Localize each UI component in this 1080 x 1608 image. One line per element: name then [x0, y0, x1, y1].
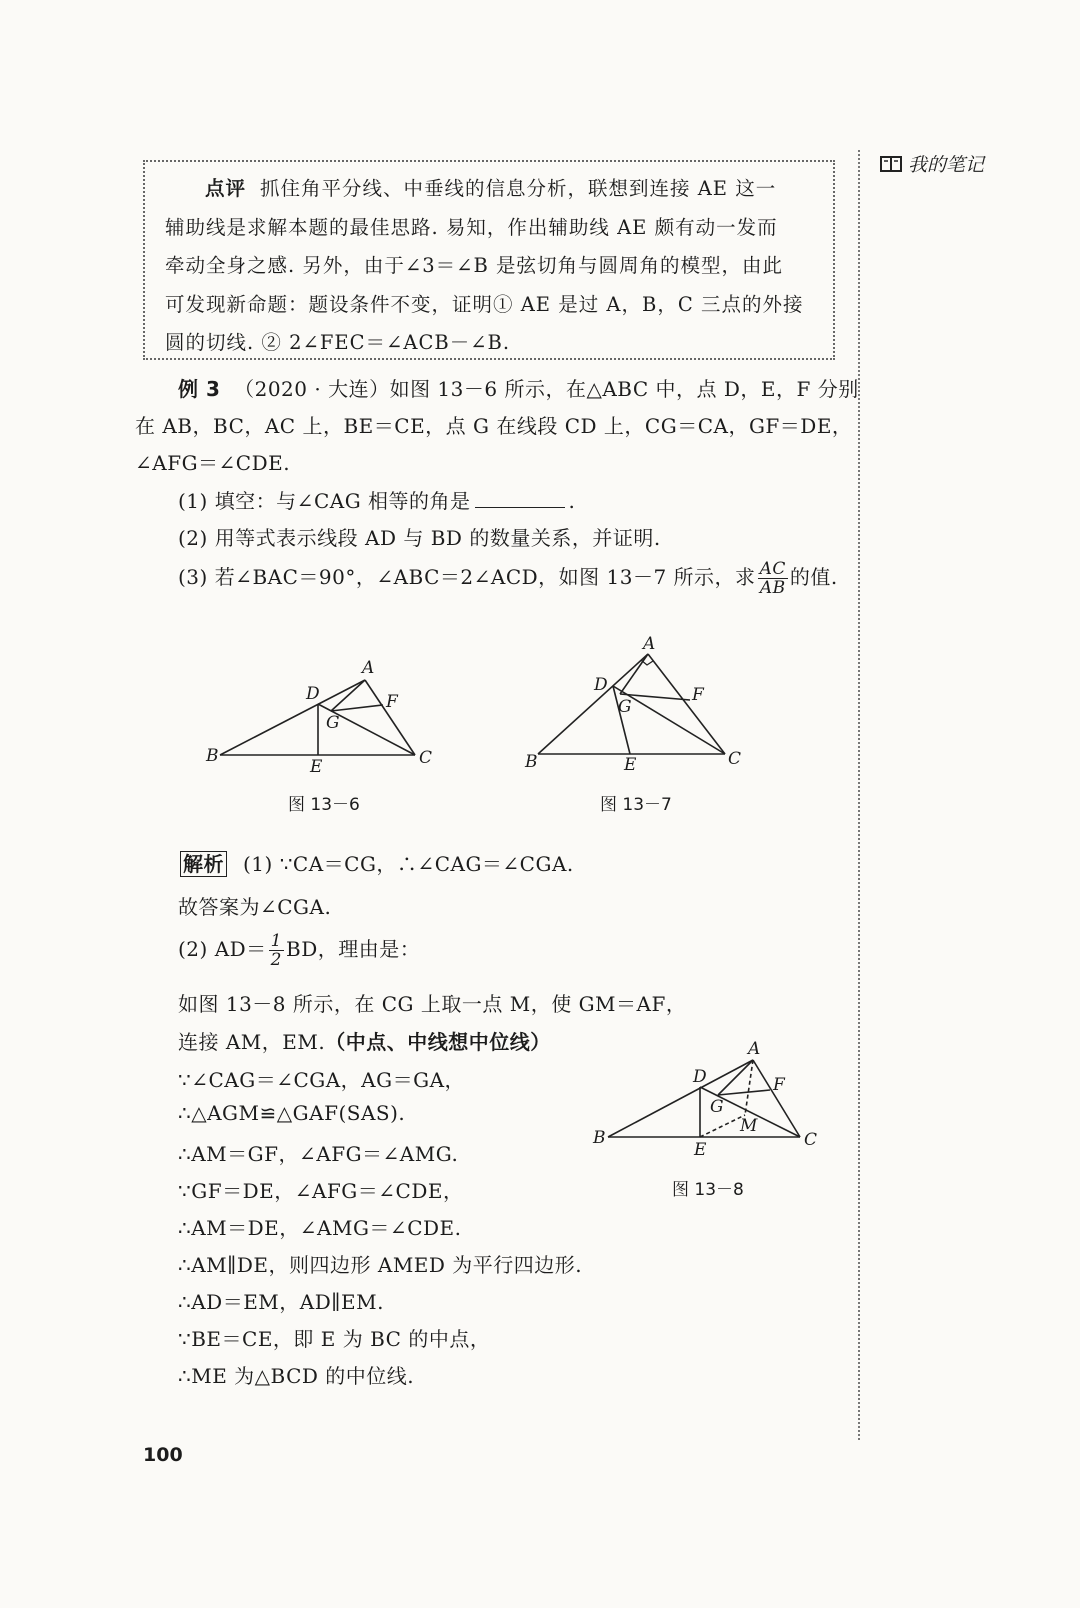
fig3-label-f: F [773, 1075, 785, 1095]
review-box [143, 160, 835, 360]
notes-header-label: 我的笔记 [908, 154, 985, 176]
solution-line-3-prefix: (2) AD＝ [178, 937, 267, 961]
fig1-label-f: F [386, 692, 398, 712]
fig2-label-e: E [624, 755, 637, 775]
fig3-label-a: A [748, 1040, 761, 1059]
fig3-label-m: M [740, 1116, 758, 1136]
fig1-label-e: E [310, 757, 323, 777]
fig3-caption: 图 13－8 [672, 1180, 744, 1200]
solution-line-1-text: (1) ∵CA＝CG，∴∠CAG＝∠CGA. [243, 852, 574, 876]
fig3-seg-em [700, 1115, 745, 1137]
fig3-label-g: G [710, 1097, 724, 1117]
fraction-one-half [269, 932, 284, 969]
solution-label: 解析 [180, 851, 227, 877]
example-line-1 [178, 373, 859, 402]
solution-line-6: ∵∠CAG＝∠CGA，AG＝GA， [178, 1068, 466, 1092]
fig3-edge-ba [608, 1060, 753, 1137]
page-number: 100 [143, 1444, 183, 1466]
solution-line-3 [178, 932, 420, 969]
fig3-seg-ag [718, 1060, 753, 1095]
book-icon [880, 156, 902, 172]
question-1-text: (1) 填空：与∠CAG 相等的角是 [178, 489, 471, 513]
example-label: 例 3 [178, 377, 221, 401]
fig3-label-c: C [804, 1130, 818, 1150]
example-line-1-text: （2020 · 大连）如图 13－6 所示，在△ABC 中，点 D，E，F 分别 [234, 377, 859, 401]
fig3-seg-am [745, 1060, 753, 1115]
fig3-seg-gf [718, 1090, 770, 1095]
fig2-label-b: B [525, 752, 538, 772]
review-line-2: 辅助线是求解本题的最佳思路. 易知，作出辅助线 AE 颇有动一发而 [165, 215, 778, 239]
notes-header [880, 150, 984, 177]
fig3-label-b: B [593, 1128, 606, 1148]
fig2-edge-ac [648, 654, 725, 754]
notes-divider [858, 150, 860, 1440]
fig2-label-a: A [643, 634, 656, 654]
figure-13-8 [590, 1040, 830, 1165]
fraction-numerator: AC [759, 559, 786, 579]
solution-hint: （中点、中线想中位线） [325, 1030, 551, 1054]
example-line-3: ∠AFG＝∠CDE. [135, 451, 291, 475]
question-3 [178, 560, 838, 597]
fig2-label-c: C [728, 749, 742, 769]
solution-line-5-text: 连接 AM，EM. [178, 1030, 326, 1054]
figure-13-6 [200, 655, 440, 780]
fig1-label-g: G [326, 713, 340, 733]
review-line-4: 可发现新命题：题设条件不变，证明① AE 是过 A，B，C 三点的外接 [165, 292, 804, 316]
question-1 [178, 485, 575, 514]
solution-line-2: 故答案为∠CGA. [178, 895, 332, 919]
solution-line-11: ∴AM∥DE，则四边形 AMED 为平行四边形. [178, 1253, 583, 1277]
fig1-label-a: A [362, 658, 375, 678]
solution-line-5 [178, 1026, 551, 1055]
review-line-5: 圆的切线. ② 2∠FEC＝∠ACB－∠B. [165, 331, 511, 354]
answer-blank [475, 489, 565, 508]
review-line-3: 牵动全身之感. 另外，由于∠3＝∠B 是弦切角与圆周角的模型，由此 [165, 254, 784, 277]
solution-line-7: ∴△AGM≌△GAF(SAS). [178, 1101, 406, 1125]
solution-line-12: ∴AD＝EM，AD∥EM. [178, 1290, 384, 1314]
review-line-1: 抓住角平分线、中垂线的信息分析，联想到连接 AE 这一 [260, 177, 777, 200]
fraction-ac-ab [758, 560, 788, 597]
fig3-label-d: D [693, 1067, 707, 1087]
review-label: 点评 [205, 177, 247, 200]
solution-line-10: ∴AM＝DE，∠AMG＝∠CDE. [178, 1216, 462, 1240]
question-3-prefix: (3) 若∠BAC＝90°，∠ABC＝2∠ACD，如图 13－7 所示，求 [178, 565, 756, 589]
example-line-2: 在 AB，BC，AC 上，BE＝CE，点 G 在线段 CD 上，CG＝CA，GF＝DE， [135, 414, 853, 438]
half-denominator: 2 [270, 950, 282, 970]
fig1-caption: 图 13－6 [288, 795, 360, 815]
fig1-label-c: C [419, 748, 433, 768]
fig1-label-d: D [306, 684, 320, 704]
question-2: (2) 用等式表示线段 AD 与 BD 的数量关系，并证明. [178, 526, 661, 550]
fig1-seg-gf [331, 705, 383, 711]
question-3-suffix: 的值. [789, 565, 838, 589]
solution-line-3-suffix: BD，理由是： [286, 937, 421, 961]
fig2-label-f: F [692, 685, 704, 705]
fig2-label-g: G [618, 697, 632, 717]
solution-line-14: ∴ME 为△BCD 的中位线. [178, 1364, 415, 1388]
fig2-caption: 图 13－7 [600, 795, 672, 815]
solution-line-8: ∴AM＝GF，∠AFG＝∠AMG. [178, 1142, 459, 1166]
question-1-end: . [568, 489, 576, 513]
solution-line-9: ∵GF＝DE，∠AFG＝∠CDE， [178, 1179, 464, 1203]
solution-line-4: 如图 13－8 所示，在 CG 上取一点 M，使 GM＝AF， [178, 992, 687, 1016]
fig2-label-d: D [594, 675, 608, 695]
fig1-label-b: B [206, 746, 219, 766]
solution-line-13: ∵BE＝CE，即 E 为 BC 的中点， [178, 1327, 491, 1351]
fig2-seg-ag [620, 654, 648, 694]
fraction-denominator: AB [759, 578, 786, 598]
half-numerator: 1 [270, 931, 282, 951]
figure-13-7 [520, 632, 760, 780]
solution-line-1 [180, 848, 574, 877]
fig3-label-e: E [694, 1140, 707, 1160]
